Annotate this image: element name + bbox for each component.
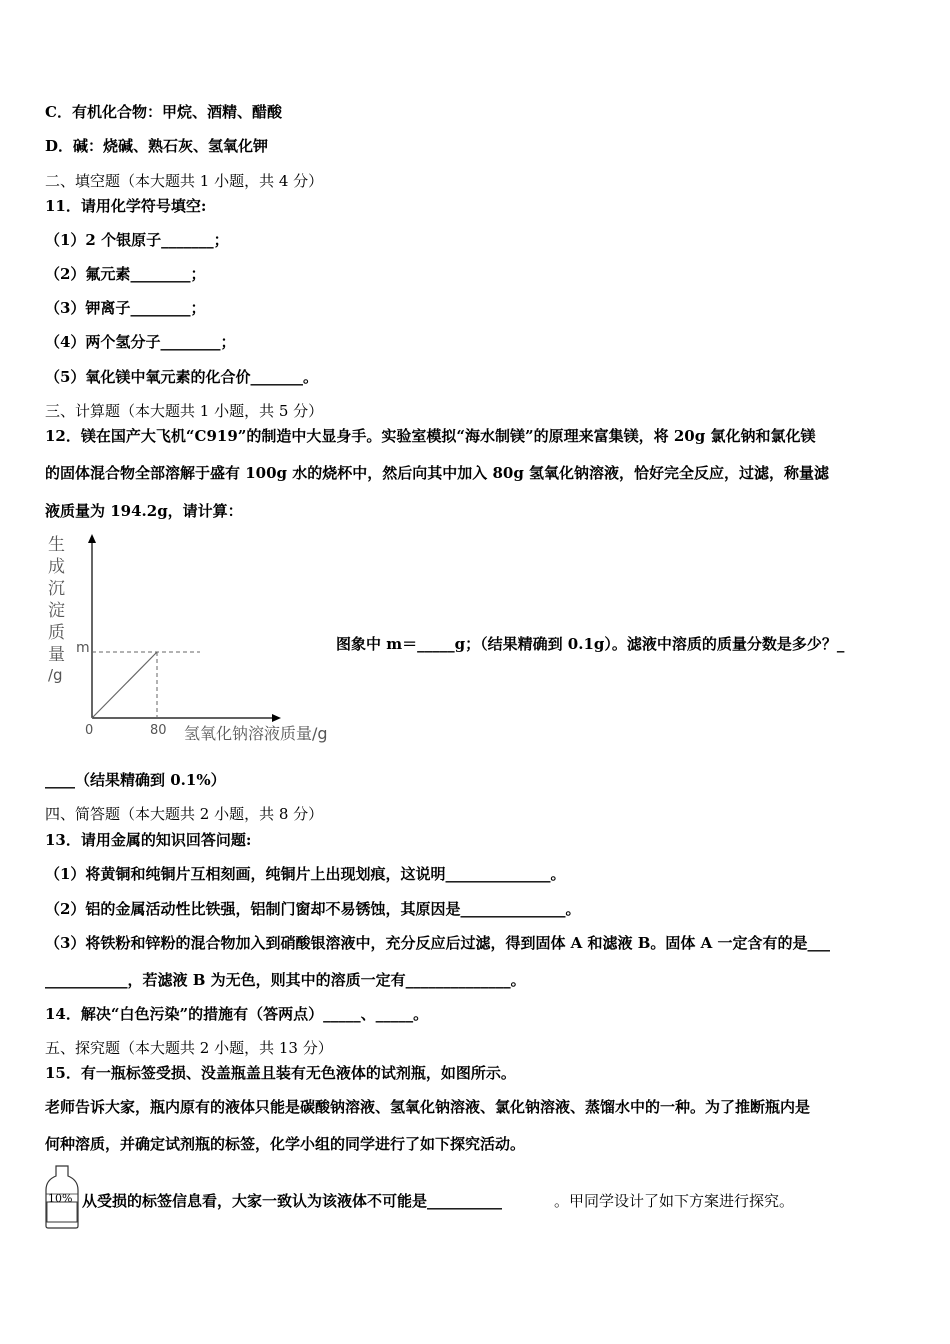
question-12-line-1: 12．镁在国产大飞机“C919”的制造中大显身手。实验室模拟“海水制镁”的原理来富集镁，将 20g 氯化钠和氯化镁 xyxy=(45,427,816,445)
question-13-part-3-line-2: ___________，若滤液 B 为无色，则其中的溶质一定有______________。 xyxy=(45,971,526,989)
ylabel-char-3: 沉 xyxy=(48,579,65,599)
ylabel-char-2: 成 xyxy=(48,557,65,577)
question-15-line-3: 从受损的标签信息看，大家一致认为该液体不可能是__________ xyxy=(82,1192,503,1210)
ylabel-char-5: 质 xyxy=(48,623,65,643)
question-11-part-1: （1）2 个银原子_______； xyxy=(45,231,229,249)
question-12-line-3: 液质量为 194.2g，请计算： xyxy=(45,502,243,520)
question-11-part-3: （3）钾离子________； xyxy=(45,299,206,317)
question-15-line-3-tail: 。甲同学设计了如下方案进行探究。 xyxy=(554,1192,795,1210)
question-15: 15．有一瓶标签受损、没盖瓶盖且装有无色液体的试剂瓶，如图所示。 xyxy=(45,1064,516,1082)
question-15-line-2: 何种溶质，并确定试剂瓶的标签，化学小组的同学进行了如下探究活动。 xyxy=(45,1135,526,1153)
graph-ylabel xyxy=(48,535,65,684)
section-2-heading: 二、填空题（本大题共 1 小题，共 4 分） xyxy=(45,172,324,190)
x-axis-arrow xyxy=(272,714,281,722)
question-12-line-2: 的固体混合物全部溶解于盛有 100g 水的烧杯中，然后向其中加入 80g 氢氧化钠溶液，恰好完全反应，过滤，称量滤 xyxy=(45,464,830,482)
ylabel-unit: /g xyxy=(48,666,63,684)
question-13-part-2: （2）铝的金属活动性比铁强，铝制门窗却不易锈蚀，其原因是______________。 xyxy=(45,900,581,918)
question-13: 13．请用金属的知识回答问题: xyxy=(45,831,252,849)
ylabel-char-6: 量 xyxy=(48,645,65,665)
ylabel-char-4: 淀 xyxy=(48,601,65,621)
section-5-heading: 五、探究题（本大题共 2 小题，共 13 分） xyxy=(45,1039,333,1057)
question-11-part-2: （2）氟元素________； xyxy=(45,265,206,283)
question-12-line-4: ____（结果精确到 0.1%） xyxy=(45,771,226,789)
bottle-label-text: 10% xyxy=(48,1192,73,1205)
option-d: D．碱：烧碱、熟石灰、氢氧化钾 xyxy=(45,137,269,155)
precipitate-line xyxy=(92,652,157,718)
y-axis-arrow xyxy=(88,534,96,543)
question-13-part-1: （1）将黄铜和纯铜片互相刻画，纯铜片上出现划痕，这说明______________。 xyxy=(45,865,566,883)
question-13-part-3-line-1: （3）将铁粉和锌粉的混合物加入到硝酸银溶液中，充分反应后过滤，得到固体 A 和滤液 B。固体 A 一定含有的是___ xyxy=(45,934,831,952)
question-15-line-1: 老师告诉大家，瓶内原有的液体只能是碳酸钠溶液、氢氧化钠溶液、氯化钠溶液、蒸馏水中的一种。为了推断瓶内是 xyxy=(45,1098,811,1116)
option-c: C．有机化合物：甲烷、酒精、醋酸 xyxy=(45,103,282,121)
x80-label: 80 xyxy=(150,723,167,738)
question-11: 11．请用化学符号填空: xyxy=(45,197,207,215)
question-14: 14．解决“白色污染”的措施有（答两点）_____、_____。 xyxy=(45,1005,429,1023)
m-label: m xyxy=(76,640,90,656)
origin-label: 0 xyxy=(85,723,94,738)
xlabel: 氢氧化钠溶液质量/g xyxy=(184,724,328,743)
question-11-part-4: （4）两个氢分子________； xyxy=(45,333,236,351)
section-4-heading: 四、简答题（本大题共 2 小题，共 8 分） xyxy=(45,805,324,823)
ylabel-char-1: 生 xyxy=(48,535,65,555)
section-3-heading: 三、计算题（本大题共 1 小题，共 5 分） xyxy=(45,402,324,420)
precipitate-graph xyxy=(40,532,340,747)
question-12-graph-text: 图象中 m＝_____g；（结果精确到 0.1g）。滤液中溶质的质量分数是多少？_ xyxy=(336,635,845,653)
question-11-part-5: （5）氧化镁中氧元素的化合价_______。 xyxy=(45,368,318,386)
